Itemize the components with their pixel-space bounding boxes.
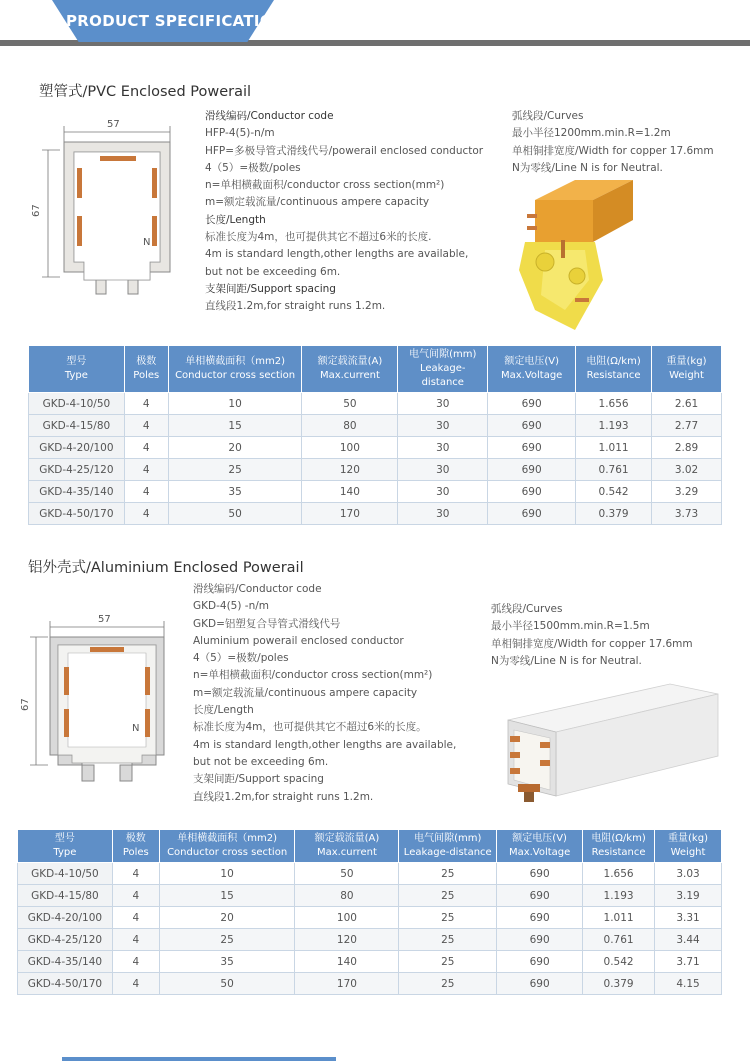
spec-line: 长度/Length (205, 213, 266, 226)
header-leakage-distance: 电气间隙(mm) Leakage-distance (399, 830, 497, 863)
cell-weight: 2.77 (652, 415, 722, 437)
cell-poles: 4 (124, 415, 168, 437)
cell-leakage: 30 (398, 481, 488, 503)
pvc-spec-text (205, 108, 483, 316)
cell-type: GKD-4-15/80 (18, 885, 113, 907)
spec-line: HFP=多极导管式滑线代号/powerail enclosed conductor (205, 144, 484, 157)
spec-line: m=额定载流量/continuous ampere capacity (193, 686, 418, 699)
cell-type: GKD-4-25/120 (18, 929, 113, 951)
header-poles: 极数 Poles (112, 830, 159, 863)
spec-line: GKD-4(5) -n/m (193, 600, 269, 613)
cell-resistance: 0.761 (576, 459, 652, 481)
spec-line: 4（5）=极数/poles (205, 161, 301, 174)
cell-current: 50 (295, 863, 399, 885)
spec-line: n=单相横截面积/conductor cross section(mm²) (193, 669, 433, 682)
cell-cross-section: 25 (168, 459, 302, 481)
cell-poles: 4 (112, 951, 159, 973)
cell-weight: 3.19 (655, 885, 722, 907)
cell-cross-section: 50 (168, 503, 302, 525)
cell-weight: 3.71 (655, 951, 722, 973)
cell-resistance: 1.011 (583, 907, 655, 929)
curves-line: 单相铜排宽度/Width for copper 17.6mm (512, 144, 714, 157)
cell-poles: 4 (112, 973, 159, 995)
pvc-spec-table (28, 345, 722, 525)
cell-weight: 2.89 (652, 437, 722, 459)
header-weight: 重量(kg) Weight (655, 830, 722, 863)
cell-weight: 3.29 (652, 481, 722, 503)
pvc-section-title: 塑管式/PVC Enclosed Powerail (39, 84, 252, 100)
cell-weight: 3.03 (655, 863, 722, 885)
cell-resistance: 1.656 (576, 393, 652, 415)
cell-cross-section: 50 (159, 973, 295, 995)
cell-voltage: 690 (488, 437, 576, 459)
cell-leakage: 30 (398, 459, 488, 481)
cell-cross-section: 10 (168, 393, 302, 415)
cell-leakage: 25 (399, 907, 497, 929)
cell-cross-section: 15 (159, 885, 295, 907)
spec-line: 4m is standard length,other lengths are available, (205, 248, 469, 261)
cell-voltage: 690 (488, 503, 576, 525)
cell-weight: 3.31 (655, 907, 722, 929)
cell-type: GKD-4-50/170 (29, 503, 125, 525)
cell-type: GKD-4-25/120 (29, 459, 125, 481)
table-row (18, 885, 722, 907)
header-max-current: 额定载流量(A) Max.current (302, 346, 398, 393)
cell-current: 170 (295, 973, 399, 995)
spec-line: 4m is standard length,other lengths are available, (193, 738, 457, 751)
table-row (29, 437, 722, 459)
spec-line: 滑线编码/Conductor code (205, 110, 334, 122)
cell-resistance: 0.542 (583, 951, 655, 973)
cell-current: 50 (302, 393, 398, 415)
spec-line: 支架间距/Support spacing (205, 282, 336, 295)
alu-neutral-label: N (132, 723, 140, 734)
curves-line: 弧线段/Curves (512, 110, 584, 122)
curves-line: N为零线/Line N is for Neutral. (512, 161, 663, 174)
cell-current: 80 (302, 415, 398, 437)
spec-line: 标准长度为4m，也可提供其它不超过6米的长度。 (193, 721, 427, 734)
cell-poles: 4 (124, 393, 168, 415)
cell-resistance: 0.761 (583, 929, 655, 951)
curves-line: 最小半径1500mm.min.R=1.5m (491, 620, 650, 633)
alu-powerail-product-image (490, 680, 720, 820)
spec-line: 滑线编码/Conductor code (193, 583, 322, 595)
cell-leakage: 30 (398, 437, 488, 459)
cell-resistance: 0.379 (583, 973, 655, 995)
cell-type: GKD-4-10/50 (29, 393, 125, 415)
alu-curves-text (491, 601, 693, 670)
cell-weight: 3.73 (652, 503, 722, 525)
cell-leakage: 25 (399, 951, 497, 973)
cell-cross-section: 15 (168, 415, 302, 437)
cell-resistance: 1.656 (583, 863, 655, 885)
cell-current: 120 (302, 459, 398, 481)
page-title: PRODUCT SPECIFICATION (66, 12, 286, 30)
header-leakage-distance: 电气间隙(mm) Leakage-distance (398, 346, 488, 393)
spec-line: HFP-4(5)-n/m (205, 127, 275, 140)
spec-line: but not be exceeding 6m. (205, 265, 341, 278)
spec-line: Aluminium powerail enclosed conductor (193, 634, 404, 647)
cell-resistance: 1.011 (576, 437, 652, 459)
header-cross-section: 单相横截面积（mm2) Conductor cross section (168, 346, 302, 393)
table-row (18, 973, 722, 995)
header-max-voltage: 额定电压(V) Max.Voltage (488, 346, 576, 393)
cell-leakage: 25 (399, 929, 497, 951)
pvc-width-dim: 57 (107, 119, 120, 130)
cell-leakage: 25 (399, 973, 497, 995)
page-header (0, 0, 750, 48)
header-max-current: 额定载流量(A) Max.current (295, 830, 399, 863)
cell-weight: 3.44 (655, 929, 722, 951)
cell-type: GKD-4-10/50 (18, 863, 113, 885)
cell-voltage: 690 (488, 393, 576, 415)
curves-line: 单相铜排宽度/Width for copper 17.6mm (491, 637, 693, 650)
cell-current: 140 (302, 481, 398, 503)
cell-current: 80 (295, 885, 399, 907)
cell-poles: 4 (124, 503, 168, 525)
table-row (18, 863, 722, 885)
table-row (18, 907, 722, 929)
alu-section-title: 铝外壳式/Aluminium Enclosed Powerail (28, 560, 304, 576)
cell-type: GKD-4-50/170 (18, 973, 113, 995)
alu-height-dim: 67 (20, 698, 31, 711)
spec-line: m=额定载流量/continuous ampere capacity (205, 196, 430, 209)
header-resistance: 电阻(Ω/km) Resistance (576, 346, 652, 393)
cell-resistance: 1.193 (583, 885, 655, 907)
header-weight: 重量(kg) Weight (652, 346, 722, 393)
header-type: 型号 Type (18, 830, 113, 863)
pvc-curves-text (512, 108, 714, 177)
footer-accent-bar (62, 1057, 336, 1061)
alu-spec-text (193, 581, 456, 806)
cell-poles: 4 (112, 929, 159, 951)
table-row (18, 951, 722, 973)
cell-cross-section: 35 (159, 951, 295, 973)
spec-line: 长度/Length (193, 704, 254, 717)
header-resistance: 电阻(Ω/km) Resistance (583, 830, 655, 863)
spec-line: 4（5）=极数/poles (193, 652, 289, 665)
spec-line: n=单相横截面积/conductor cross section(mm²) (205, 179, 445, 192)
cell-leakage: 30 (398, 393, 488, 415)
cell-cross-section: 20 (159, 907, 295, 929)
cell-resistance: 0.379 (576, 503, 652, 525)
cell-poles: 4 (112, 863, 159, 885)
cell-voltage: 690 (497, 907, 583, 929)
cell-type: GKD-4-15/80 (29, 415, 125, 437)
header-cross-section: 单相横截面积（mm2) Conductor cross section (159, 830, 295, 863)
alu-spec-table (17, 829, 722, 995)
alu-width-dim: 57 (98, 614, 111, 625)
spec-line: 标准长度为4m，也可提供其它不超过6米的长度. (205, 231, 432, 244)
pvc-neutral-label: N (143, 237, 151, 248)
cell-type: GKD-4-35/140 (18, 951, 113, 973)
cell-current: 170 (302, 503, 398, 525)
table-row (29, 481, 722, 503)
curves-line: 最小半径1200mm.min.R=1.2m (512, 127, 671, 140)
header-max-voltage: 额定电压(V) Max.Voltage (497, 830, 583, 863)
spec-line: but not be exceeding 6m. (193, 755, 329, 768)
cell-poles: 4 (124, 459, 168, 481)
cell-voltage: 690 (488, 481, 576, 503)
cell-current: 140 (295, 951, 399, 973)
cell-poles: 4 (124, 481, 168, 503)
header-type: 型号 Type (29, 346, 125, 393)
cell-voltage: 690 (497, 863, 583, 885)
cell-voltage: 690 (497, 973, 583, 995)
cell-weight: 4.15 (655, 973, 722, 995)
cell-voltage: 690 (497, 951, 583, 973)
header-poles: 极数 Poles (124, 346, 168, 393)
cell-voltage: 690 (488, 415, 576, 437)
cell-current: 100 (302, 437, 398, 459)
cell-resistance: 1.193 (576, 415, 652, 437)
table-row (29, 459, 722, 481)
spec-line: 直线段1.2m,for straight runs 1.2m. (205, 300, 386, 313)
cell-leakage: 30 (398, 503, 488, 525)
table-row (29, 393, 722, 415)
cell-poles: 4 (112, 885, 159, 907)
cell-weight: 2.61 (652, 393, 722, 415)
cell-leakage: 25 (399, 885, 497, 907)
pvc-height-dim: 67 (31, 204, 42, 217)
table-header-row (18, 830, 722, 863)
spec-line: GKD=铝塑复合导管式滑线代号 (193, 617, 341, 630)
cell-cross-section: 20 (168, 437, 302, 459)
table-row (18, 929, 722, 951)
cell-voltage: 690 (488, 459, 576, 481)
pvc-cross-section-drawing (30, 112, 190, 302)
cell-weight: 3.02 (652, 459, 722, 481)
spec-line: 直线段1.2m,for straight runs 1.2m. (193, 790, 374, 803)
cell-leakage: 30 (398, 415, 488, 437)
cell-type: GKD-4-20/100 (18, 907, 113, 929)
cell-resistance: 0.542 (576, 481, 652, 503)
alu-cross-section-drawing (22, 605, 182, 795)
curves-line: 弧线段/Curves (491, 603, 563, 615)
cell-voltage: 690 (497, 885, 583, 907)
cell-cross-section: 25 (159, 929, 295, 951)
cell-poles: 4 (112, 907, 159, 929)
table-header-row (29, 346, 722, 393)
cell-type: GKD-4-35/140 (29, 481, 125, 503)
cell-poles: 4 (124, 437, 168, 459)
cell-leakage: 25 (399, 863, 497, 885)
cell-voltage: 690 (497, 929, 583, 951)
table-row (29, 415, 722, 437)
curves-line: N为零线/Line N is for Neutral. (491, 654, 642, 667)
cell-current: 100 (295, 907, 399, 929)
cell-cross-section: 10 (159, 863, 295, 885)
cell-current: 120 (295, 929, 399, 951)
spec-line: 支架间距/Support spacing (193, 773, 324, 786)
cell-type: GKD-4-20/100 (29, 437, 125, 459)
pvc-powerail-product-image (505, 180, 635, 340)
cell-cross-section: 35 (168, 481, 302, 503)
table-row (29, 503, 722, 525)
